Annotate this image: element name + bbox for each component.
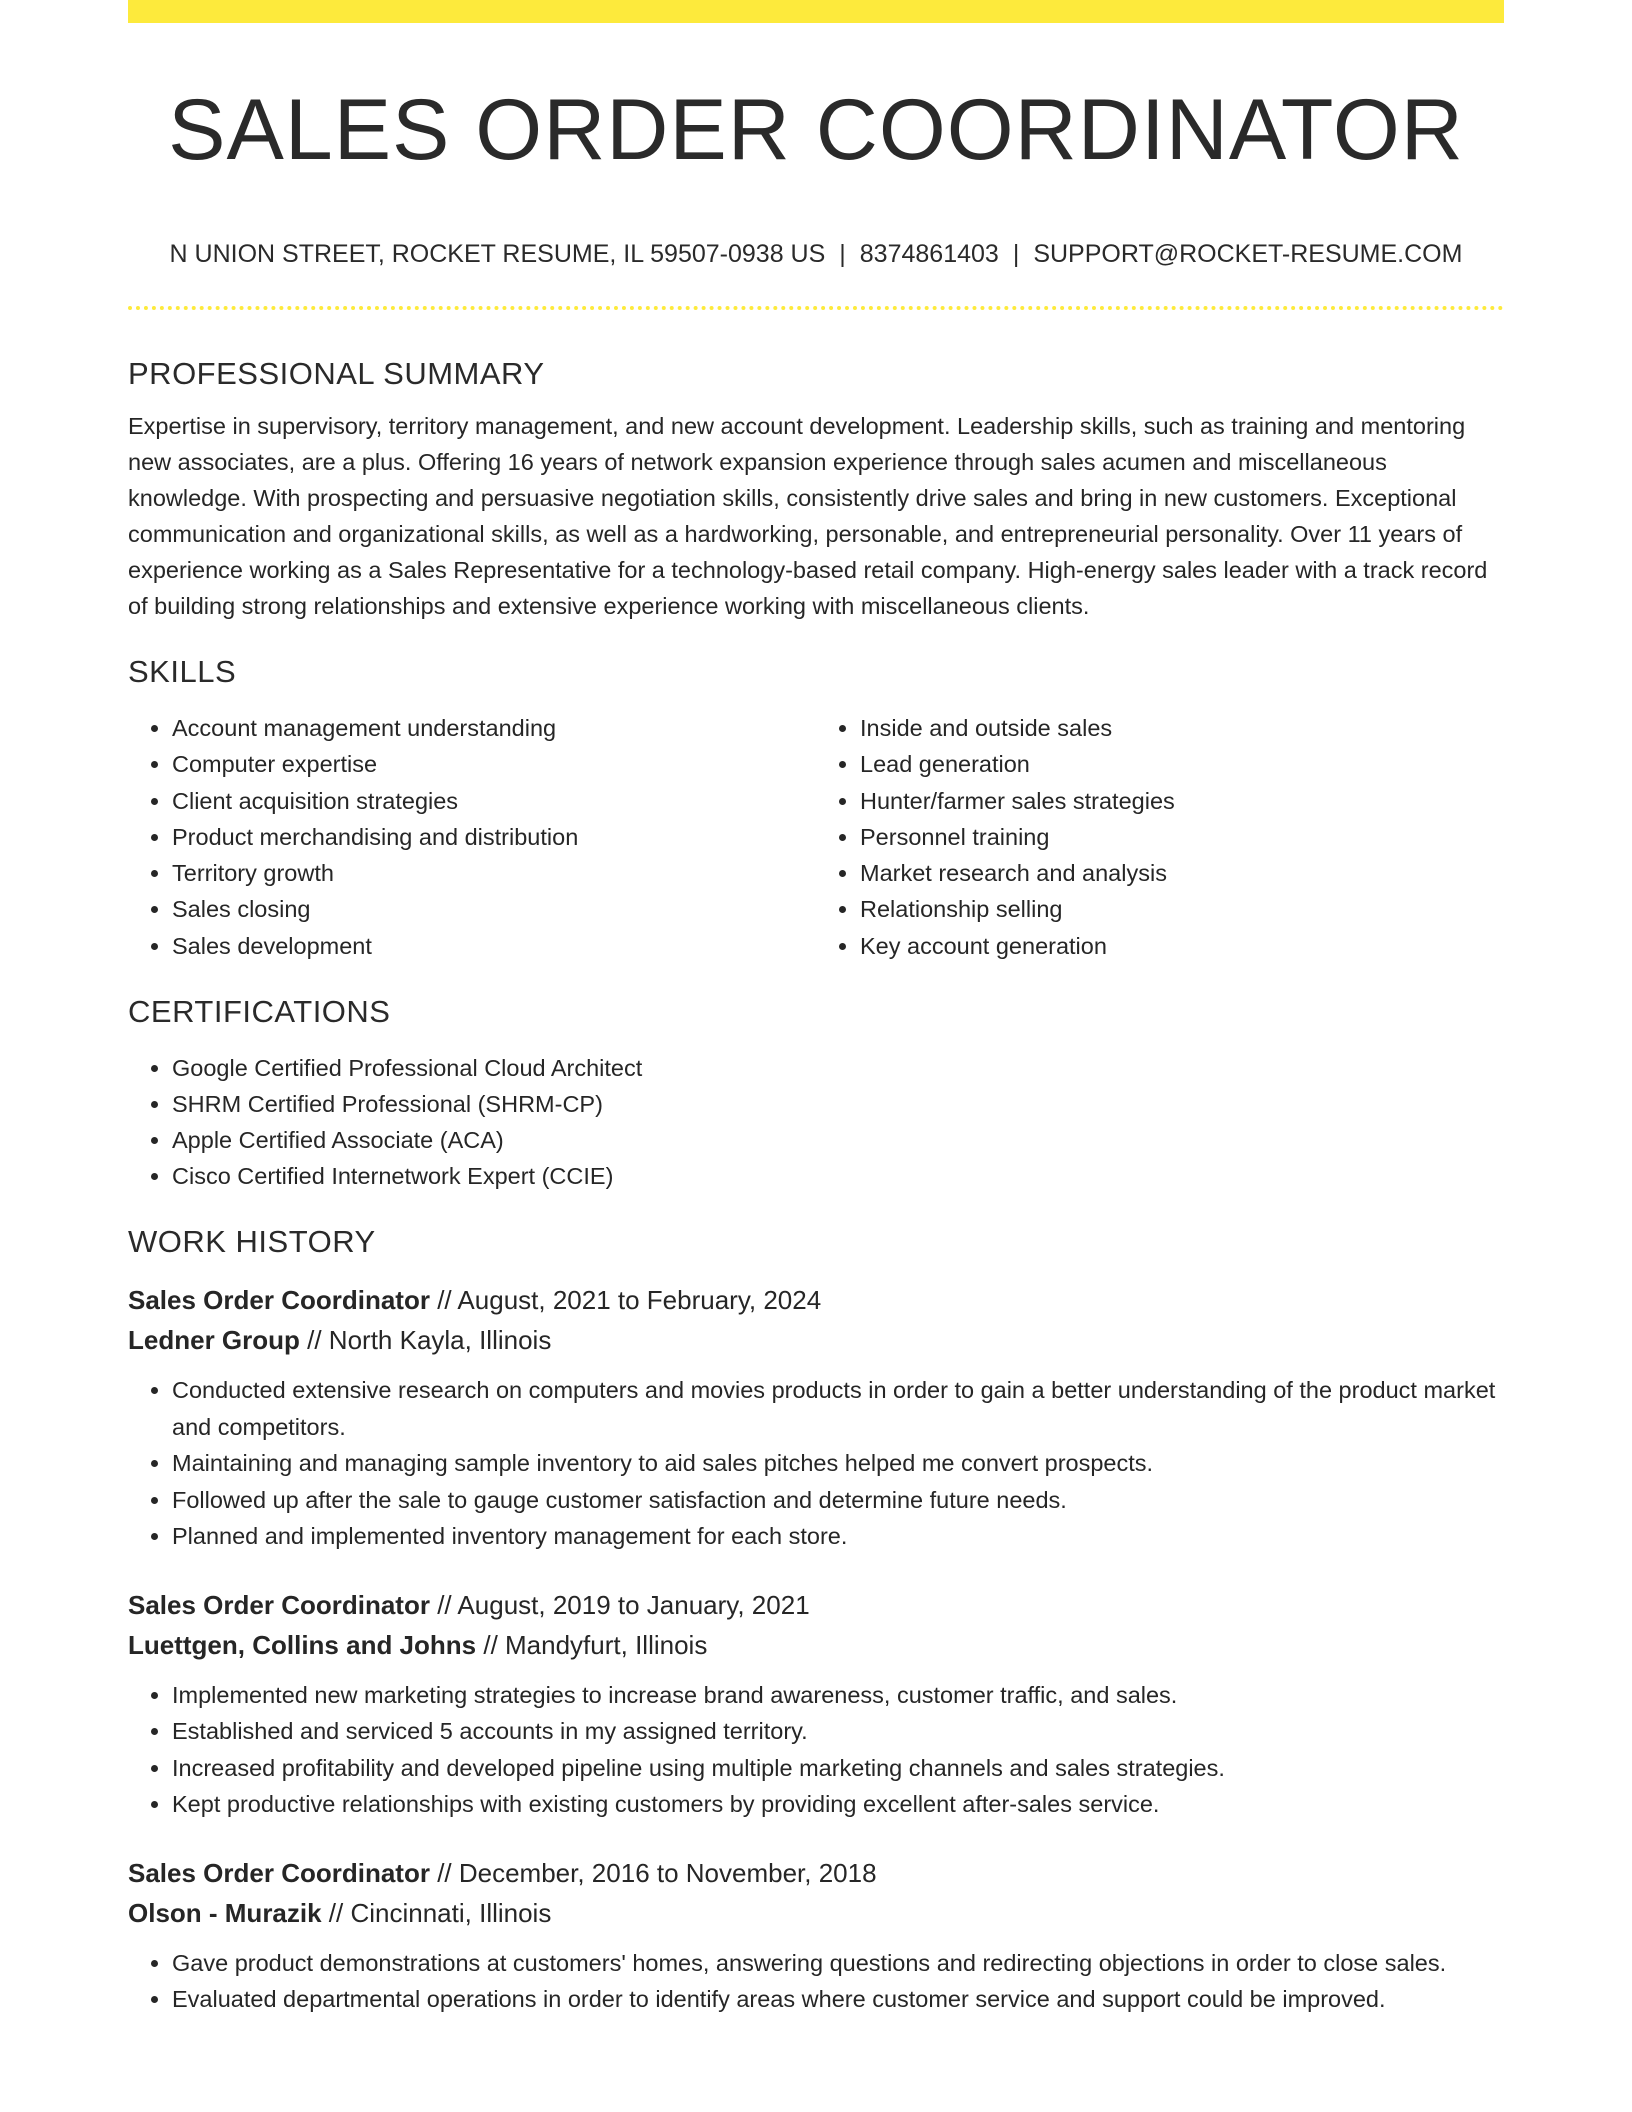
skill-item: • Sales development <box>172 928 816 964</box>
skill-item: • Territory growth <box>172 855 816 891</box>
skills-section <box>128 648 1504 964</box>
job-company: Luettgen, Collins and Johns <box>128 1629 477 1660</box>
phone: 8374861403 <box>859 240 999 268</box>
job-bullet: • Increased profitability and developed pipeline using multiple marketing channels and sales strategies. <box>172 1750 1504 1787</box>
resume-name: SALES ORDER COORDINATOR <box>168 82 1464 178</box>
job-title-line <box>128 1585 1504 1625</box>
job-bullet: • Planned and implemented inventory management for each store. <box>172 1518 1504 1555</box>
skill-item: • Market research and analysis <box>860 855 1504 891</box>
job-location: // Mandyfurt, Illinois <box>476 1629 708 1660</box>
job-company: Ledner Group <box>128 1325 300 1356</box>
job-company-line <box>128 1893 1504 1933</box>
section-heading-summary: PROFESSIONAL SUMMARY <box>128 356 545 391</box>
certifications-list <box>128 1050 1504 1194</box>
job-bullets <box>128 1372 1504 1555</box>
job-company: Olson - Murazik <box>128 1897 322 1928</box>
skill-item: • Sales closing <box>172 891 816 927</box>
summary-section <box>128 350 1504 624</box>
job-bullet: • Evaluated departmental operations in order to identify areas where customer service and support could be improved. <box>172 1981 1504 2018</box>
job-bullet: • Maintaining and managing sample inventory to aid sales pitches helped me convert prospects. <box>172 1445 1504 1482</box>
job-location: // North Kayla, Illinois <box>299 1325 552 1356</box>
job-entry <box>128 1853 1504 2018</box>
skill-item: • Hunter/farmer sales strategies <box>860 783 1504 819</box>
job-bullet: • Gave product demonstrations at customers' homes, answering questions and redirecting objections in order to close sales. <box>172 1945 1504 1982</box>
job-dates: // August, 2021 to February, 2024 <box>429 1285 822 1316</box>
skill-item: • Client acquisition strategies <box>172 783 816 819</box>
job-bullets <box>128 1677 1504 1823</box>
job-title-line <box>128 1280 1504 1320</box>
certification-item: • SHRM Certified Professional (SHRM-CP) <box>172 1086 1504 1122</box>
summary-text: Expertise in supervisory, territory management, and new account development. Leadership skills, such as training and mentoring new associates, are a plus. Offering 16 years of network expansion experience through sales acumen and miscellaneous knowledge. With prospecting and persuasive negotiation skills, consistently drive sales and bring in new customers. Exceptional communication and organizational skills, as well as a hardworking, personable, and entrepreneurial personality. Over 11 years of experience working as a Sales Representative for a technology-based retail company. High-energy sales leader with a track record of building strong relationships and extensive experience working with miscellaneous clients. <box>128 413 1488 619</box>
work-history-section <box>128 1218 1504 2018</box>
contact-line <box>128 236 1504 272</box>
skill-item: • Lead generation <box>860 746 1504 782</box>
job-title: Sales Order Coordinator <box>128 1285 430 1316</box>
accent-bar <box>128 0 1504 23</box>
job-title-line <box>128 1853 1504 1893</box>
skill-item: • Product merchandising and distribution <box>172 819 816 855</box>
section-heading-work-history: WORK HISTORY <box>128 1224 376 1260</box>
job-company-line <box>128 1320 1504 1360</box>
job-bullet: • Established and serviced 5 accounts in my assigned territory. <box>172 1713 1504 1750</box>
certifications-section <box>128 988 1504 1194</box>
skill-item: • Key account generation <box>860 928 1504 964</box>
certification-item: • Google Certified Professional Cloud Architect <box>172 1050 1504 1086</box>
job-dates: // December, 2016 to November, 2018 <box>429 1857 877 1888</box>
section-heading-certifications: CERTIFICATIONS <box>128 994 391 1030</box>
skill-item: • Account management understanding <box>172 710 816 746</box>
job-dates: // August, 2019 to January, 2021 <box>429 1589 810 1620</box>
certification-item: • Apple Certified Associate (ACA) <box>172 1122 1504 1158</box>
job-bullet: • Followed up after the sale to gauge customer satisfaction and determine future needs. <box>172 1482 1504 1519</box>
dotted-divider <box>128 306 1504 310</box>
email-link[interactable]: SUPPORT@ROCKET-RESUME.COM <box>1033 240 1463 268</box>
job-bullets <box>128 1945 1504 2018</box>
section-heading-skills: SKILLS <box>128 654 237 689</box>
job-location: // Cincinnati, Illinois <box>321 1897 552 1928</box>
job-title: Sales Order Coordinator <box>128 1589 430 1620</box>
skill-item: • Personnel training <box>860 819 1504 855</box>
resume-body <box>128 350 1504 2018</box>
job-bullet: • Kept productive relationships with existing customers by providing excellent after-sales service. <box>172 1786 1504 1823</box>
job-company-line <box>128 1625 1504 1665</box>
skills-list-right <box>816 710 1504 964</box>
separator: | <box>839 240 846 268</box>
certification-item: • Cisco Certified Internetwork Expert (CCIE) <box>172 1158 1504 1194</box>
skills-columns <box>128 710 1504 964</box>
job-title: Sales Order Coordinator <box>128 1857 430 1888</box>
job-entry <box>128 1585 1504 1823</box>
job-entry <box>128 1280 1504 1555</box>
skill-item: • Inside and outside sales <box>860 710 1504 746</box>
skill-item: • Relationship selling <box>860 891 1504 927</box>
job-bullet: • Implemented new marketing strategies to increase brand awareness, customer traffic, and sales. <box>172 1677 1504 1714</box>
job-bullet: • Conducted extensive research on computers and movies products in order to gain a better understanding of the product market and competitors. <box>172 1372 1504 1445</box>
address: N UNION STREET, ROCKET RESUME, IL 59507-0938 US <box>169 240 826 268</box>
separator: | <box>1012 240 1020 268</box>
skills-list-left <box>128 710 816 964</box>
skill-item: • Computer expertise <box>172 746 816 782</box>
